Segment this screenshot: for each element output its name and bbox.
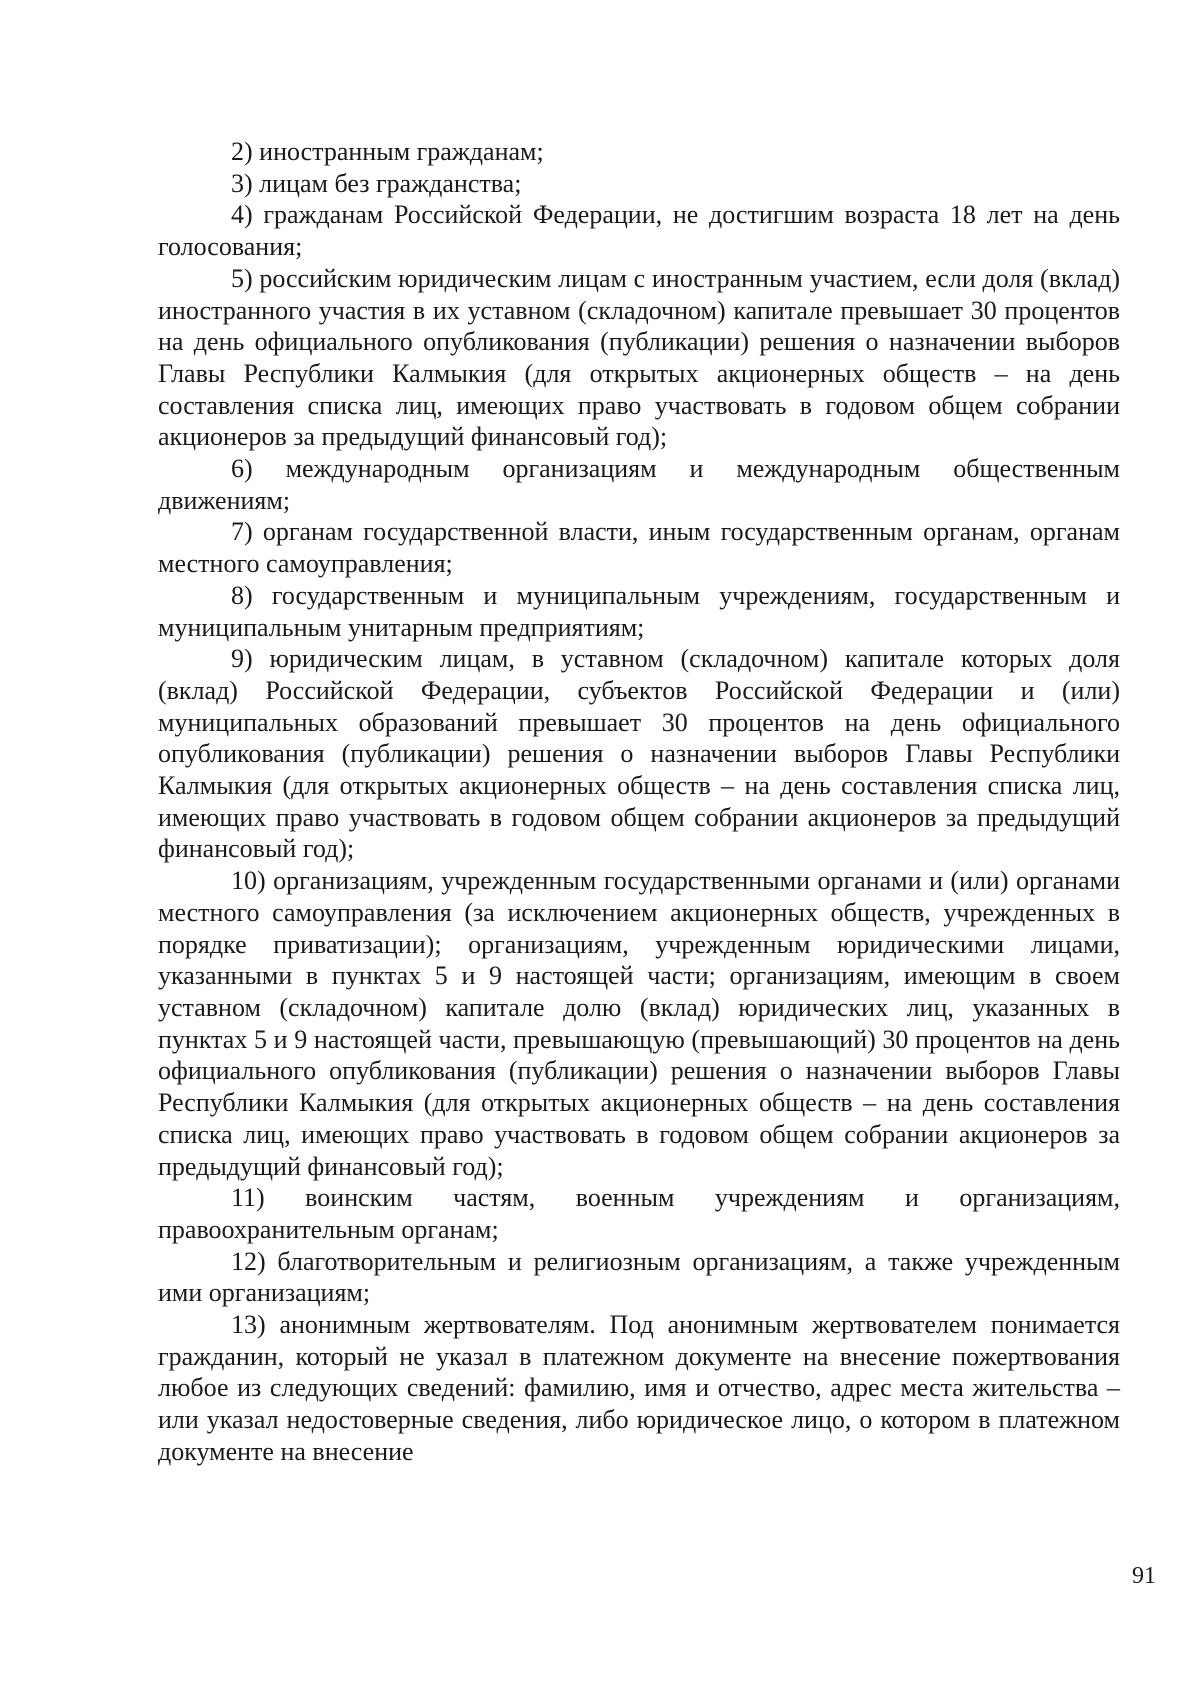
list-item-5: 5) российским юридическим лицам с иностранным участием, если доля (вклад) иностранного участия в их уставном (складочном) капитале превышает 30 процентов на день официального опубликования (публикации) решения о назначении выборов Главы Республики Калмыкия (для открытых акционерных обществ – на день составления списка лиц, имеющих право участвовать в годовом общем собрании акционеров за предыдущий финансовый год); <box>158 263 1120 452</box>
list-item-9: 9) юридическим лицам, в уставном (складочном) капитале которых доля (вклад) Российской Федерации, субъектов Российской Федерации и (или) муниципальных образований превышает 30 процентов на день официального опубликования (публикации) решения о назначении выборов Главы Республики Калмыкия (для открытых акционерных обществ – на день составления списка лиц, имеющих право участвовать в годовом общем собрании акционеров за предыдущий финансовый год); <box>158 644 1120 864</box>
list-item-2: 2) иностранным гражданам; <box>231 137 544 166</box>
list-item-12: 12) благотворительным и религиозным организациям, а также учрежденным ими организациям; <box>158 1246 1120 1308</box>
list-item-4: 4) гражданам Российской Федерации, не достигшим возраста 18 лет на день голосования; <box>158 200 1120 262</box>
page-number: 91 <box>1132 1563 1156 1589</box>
list-item-11: 11) воинским частям, военным учреждениям и организациям, правоохранительным органам; <box>158 1183 1120 1244</box>
list-item-3: 3) лицам без гражданства; <box>231 168 522 198</box>
document-body <box>158 136 1120 1468</box>
list-item-7: 7) органам государственной власти, иным государственным органам, органам местного самоуправления; <box>158 517 1120 579</box>
list-item-10: 10) организациям, учрежденным государственными органами и (или) органами местного самоуправления (за исключением акционерных обществ, учрежденных в порядке приватизации); организациям, учрежденным юридическими лицами, указанными в пунктах 5 и 9 настоящей части; организациям, имеющим в своем уставном (складочном) капитале долю (вклад) юридических лиц, указанных в пунктах 5 и 9 настоящей части, превышающую (превышающий) 30 процентов на день официального опубликования (публикации) решения о назначении выборов Главы Республики Калмыкия (для открытых акционерных обществ – на день составления списка лиц, имеющих право участвовать в годовом общем собрании акционеров за предыдущий финансовый год); <box>158 866 1120 1181</box>
list-item-8: 8) государственным и муниципальным учреждениям, государственным и муниципальным унитарным предприятиям; <box>158 580 1120 642</box>
list-item-13: 13) анонимным жертвователям. Под анонимным жертвователем понимается гражданин, который не указал в платежном документе на внесение пожертвования любое из следующих сведений: фамилию, имя и отчество, адрес места жительства – или указал недостоверные сведения, либо юридическое лицо, о котором в платежном документе на внесение <box>158 1310 1120 1466</box>
list-item-6: 6) международным организациям и международным общественным движениям; <box>158 454 1120 515</box>
